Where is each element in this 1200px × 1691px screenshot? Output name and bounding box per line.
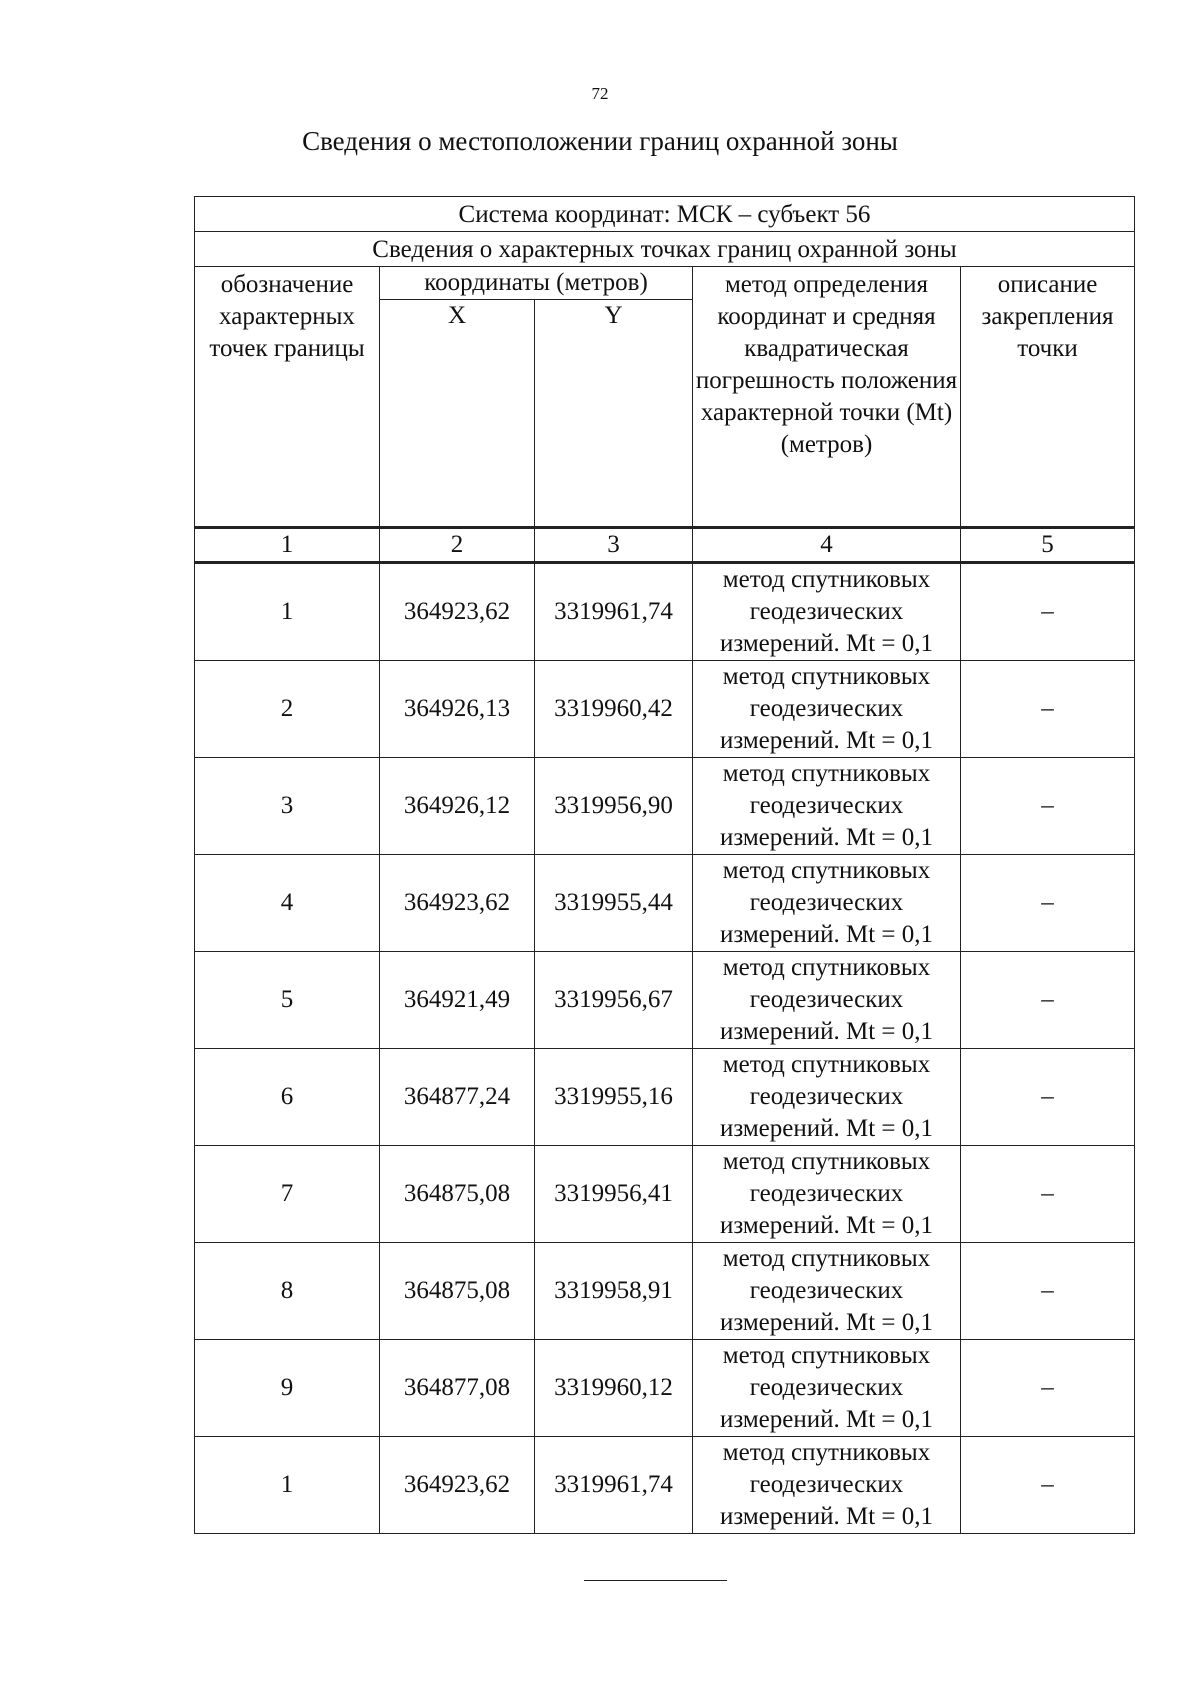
cell-method: метод спутниковых геодезических измерений. Mt = 0,1 [693, 1146, 961, 1243]
cell-point: 6 [195, 1049, 380, 1146]
cell-y: 3319961,74 [535, 563, 693, 661]
cell-description: – [961, 1437, 1135, 1534]
cell-x: 364926,12 [380, 758, 535, 855]
cell-point: 5 [195, 952, 380, 1049]
header-coordinates: координаты (метров) [380, 267, 693, 300]
table-row [195, 1437, 1135, 1534]
cell-method: метод спутниковых геодезических измерений. Mt = 0,1 [693, 563, 961, 661]
cell-x: 364923,62 [380, 855, 535, 952]
cell-method: метод спутниковых геодезических измерений. Mt = 0,1 [693, 661, 961, 758]
cell-y: 3319955,16 [535, 1049, 693, 1146]
column-number: 2 [380, 528, 535, 563]
cell-y: 3319956,67 [535, 952, 693, 1049]
cell-description: – [961, 952, 1135, 1049]
cell-description: – [961, 1243, 1135, 1340]
table-row [195, 855, 1135, 952]
cell-point: 1 [195, 1437, 380, 1534]
header-row [195, 267, 1135, 300]
cell-point: 1 [195, 563, 380, 661]
cell-x: 364877,08 [380, 1340, 535, 1437]
cell-method: метод спутниковых геодезических измерений. Mt = 0,1 [693, 855, 961, 952]
table-row [195, 1049, 1135, 1146]
cell-point: 7 [195, 1146, 380, 1243]
cell-method: метод спутниковых геодезических измерений. Mt = 0,1 [693, 758, 961, 855]
cell-y: 3319956,41 [535, 1146, 693, 1243]
cell-y: 3319961,74 [535, 1437, 693, 1534]
cell-x: 364875,08 [380, 1243, 535, 1340]
cell-x: 364875,08 [380, 1146, 535, 1243]
table-row [195, 1146, 1135, 1243]
cell-point: 4 [195, 855, 380, 952]
column-number: 3 [535, 528, 693, 563]
cell-description: – [961, 855, 1135, 952]
header-y: Y [535, 300, 693, 528]
cell-point: 9 [195, 1340, 380, 1437]
table-body [195, 197, 1135, 1534]
boundary-points-table [194, 196, 1135, 1534]
page-title: Сведения о местоположении границ охранной зоны [302, 126, 898, 156]
table-row [195, 952, 1135, 1049]
cell-description: – [961, 1146, 1135, 1243]
cell-y: 3319955,44 [535, 855, 693, 952]
cell-method: метод спутниковых геодезических измерений. Mt = 0,1 [693, 1437, 961, 1534]
header-x: X [380, 300, 535, 528]
cell-point: 2 [195, 661, 380, 758]
footer-divider [584, 1580, 727, 1581]
cell-method: метод спутниковых геодезических измерений. Mt = 0,1 [693, 952, 961, 1049]
cell-x: 364921,49 [380, 952, 535, 1049]
header-method: метод определения координат и средняя квадратическая погрешность положения характерной точки (Mt) (метров) [693, 267, 961, 528]
cell-point: 8 [195, 1243, 380, 1340]
cell-x: 364877,24 [380, 1049, 535, 1146]
column-number: 5 [961, 528, 1135, 563]
header-point-designation: обозначение характерных точек границы [195, 267, 380, 528]
column-number: 1 [195, 528, 380, 563]
cell-y: 3319956,90 [535, 758, 693, 855]
cell-description: – [961, 563, 1135, 661]
cell-y: 3319958,91 [535, 1243, 693, 1340]
table-row [195, 661, 1135, 758]
table-row [195, 1243, 1135, 1340]
header-description: описание закрепления точки [961, 267, 1135, 528]
cell-y: 3319960,12 [535, 1340, 693, 1437]
table-row [195, 563, 1135, 661]
coordinate-system-cell: Система координат: МСК – субъект 56 [195, 197, 1135, 232]
cell-description: – [961, 661, 1135, 758]
cell-description: – [961, 1049, 1135, 1146]
column-number-row [195, 528, 1135, 563]
section-heading-cell: Сведения о характерных точках границ охранной зоны [195, 232, 1135, 267]
cell-x: 364923,62 [380, 1437, 535, 1534]
table-row [195, 758, 1135, 855]
cell-method: метод спутниковых геодезических измерений. Mt = 0,1 [693, 1340, 961, 1437]
cell-description: – [961, 1340, 1135, 1437]
coordinate-system-row [195, 197, 1135, 232]
cell-point: 3 [195, 758, 380, 855]
cell-method: метод спутниковых геодезических измерений. Mt = 0,1 [693, 1049, 961, 1146]
column-number: 4 [693, 528, 961, 563]
section-heading-row [195, 232, 1135, 267]
table-row [195, 1340, 1135, 1437]
cell-method: метод спутниковых геодезических измерений. Mt = 0,1 [693, 1243, 961, 1340]
cell-y: 3319960,42 [535, 661, 693, 758]
cell-x: 364926,13 [380, 661, 535, 758]
page-number: 72 [591, 84, 609, 103]
cell-x: 364923,62 [380, 563, 535, 661]
cell-description: – [961, 758, 1135, 855]
